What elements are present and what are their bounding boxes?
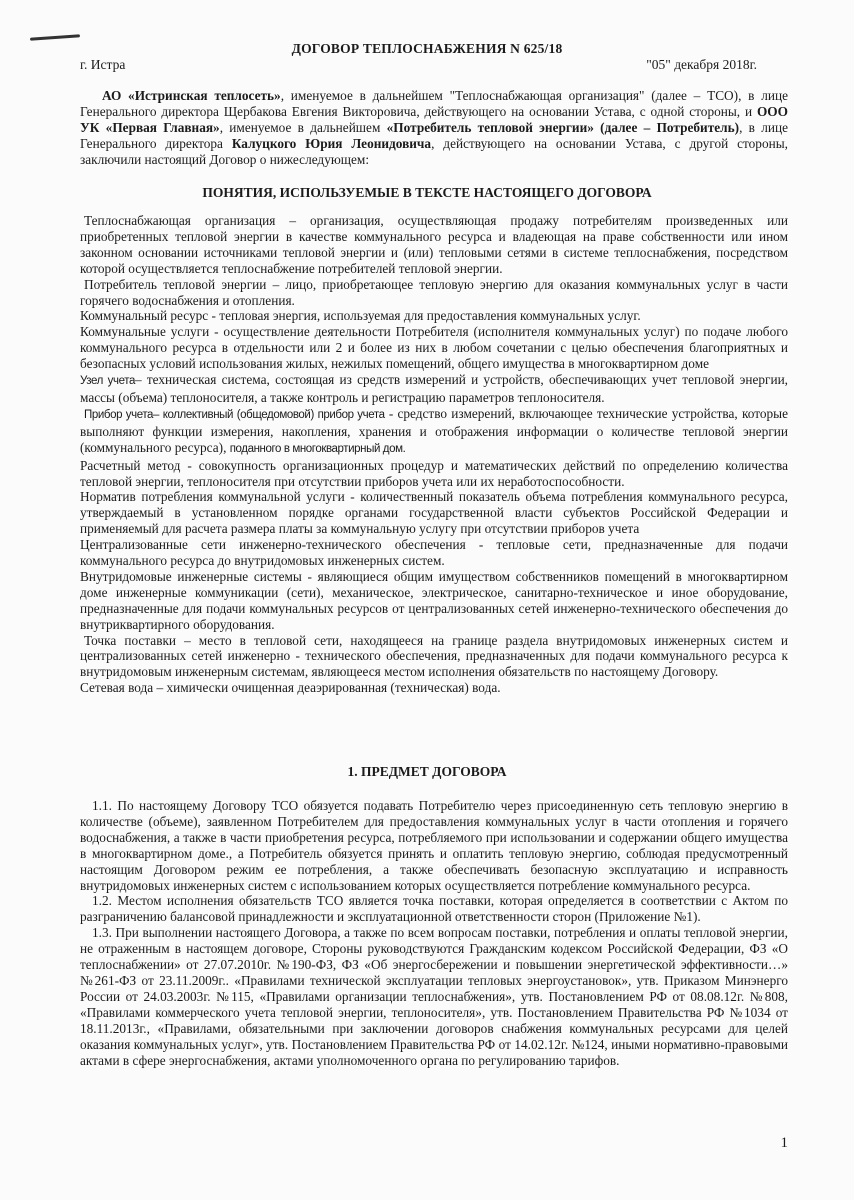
pen-mark <box>30 34 80 40</box>
definition: Централизованные сети инженерно-технического обеспечения - тепловые сети, предназначенные для подачи коммунального ресурса до внутридомовых инженерных систем. <box>80 537 788 569</box>
concepts-heading: ПОНЯТИЯ, ИСПОЛЬЗУЕМЫЕ В ТЕКСТЕ НАСТОЯЩЕГО ДОГОВОРА <box>202 185 652 200</box>
preamble-paragraph: АО «Истринская теплосеть», именуемое в дальнейшем "Теплоснабжающая организация" (далее – ТСО), в лице Генерального директора Щербакова Евгения Викторовича, действующего на основании Устава, с одной стороны, и ООО УК «Первая Главная», именуемое в дальнейшем «Потребитель тепловой энергии» (далее – Потребитель), в лице Генерального директора Калуцкого Юрия Леонидовича, действующего на основании Устава, с другой стороны, заключили настоящий Договор о нижеследующем: <box>80 88 789 167</box>
consumer-name: ООО УК «Первая Главная» <box>80 103 788 135</box>
supplier-name: АО «Истринская теплосеть» <box>102 88 281 103</box>
definition: Потребитель тепловой энергии – лицо, приобретающее тепловую энергию для оказания коммунальных услуг в части горячего водоснабжения и отопления. <box>80 276 788 308</box>
contract-date: "05" декабря 2018г. <box>646 57 757 72</box>
page-number: 1 <box>780 1135 788 1151</box>
definitions <box>80 213 788 696</box>
consumer-role: «Потребитель тепловой энергии» (далее – Потребитель) <box>386 119 740 135</box>
definition: Прибор учета– коллективный (общедомовой) прибор учета - средство измерений, включающее технические устройства, которые выполняют функции измерения, накопления, хранения и отображения информации о количестве тепловой энергии (коммунального ресурса), поданного в многоквартирный дом. <box>80 405 788 455</box>
definition: Точка поставки – место в тепловой сети, находящееся на границе раздела внутридомовых инженерных систем и централизованных сетей инженерно - технического обеспечения, предназначенных для подачи коммунального ресурса к внутридомовым инженерным системам, являющееся местом исполнения обязательств по настоящему Договору. <box>80 632 788 680</box>
definition: Коммунальный ресурс - тепловая энергия, используемая для предоставления коммунальных услуг. <box>80 308 641 324</box>
clause: 1.2. Местом исполнения обязательств ТСО является точка поставки, которая определяется в соответствии с Актом по разграничению балансовой принадлежности и эксплуатационной ответственности сторон (Приложение №1). <box>80 893 788 925</box>
contract-title: ДОГОВОР ТЕПЛОСНАБЖЕНИЯ N 625/18 <box>291 41 563 56</box>
clause: 1.3. При выполнении настоящего Договора, а также по всем вопросам поставки, потребления и оплаты тепловой энергии, не отраженным в настоящем договоре, Стороны руководствуются Гражданским кодексом Российской Федерации, ФЗ «О теплоснабжении» от 27.07.2010г. №190-ФЗ, ФЗ «Об энергосбережении и повышении энергетической эффективности…» №261-ФЗ от 23.11.2009г.. «Правилами технической эксплуатации тепловых энергоустановок», утв. Приказом Минэнерго России от 24.03.2003г. №115, «Правилами организации теплоснабжения», утв. Постановлением РФ от 08.08.12г. №808, «Правилами коммерческого учета тепловой энергии, теплоносителя», утв. Постановлением Правительства РФ №1034 от 18.11.2013г., «Правилами, обязательными при заключении договоров снабжения коммунальных ресурсами для целей оказания коммунальных услуг», утв. Постановлением Правительства РФ от 14.02.12г. №124, иными нормативно-правовыми актами в сфере энергоснабжения, актами уполномоченного органа по регулированию тарифов. <box>80 925 788 1068</box>
definition: Внутридомовые инженерные системы - являющиеся общим имуществом собственников помещений в многоквартирном доме инженерные коммуникации (сети), механическое, электрическое, санитарно-техническое и иное оборудование, предназначенные для подачи коммунальных ресурсов от централизованных сетей инженерно-технического обеспечения до внутриквартирного оборудования. <box>80 568 788 632</box>
preamble <box>80 88 788 168</box>
contract-city: г. Истра <box>80 57 126 72</box>
subject-section <box>80 798 788 1068</box>
definition: Узел учета– техническая система, состоящая из средств измерений и устройств, обеспечивающих учет тепловой энергии, массы (объема) теплоносителя, а также контроль и регистрацию параметров теплоносителя. <box>80 372 789 405</box>
definition: Норматив потребления коммунальной услуги - количественный показатель объема потребления коммунального ресурса, утверждаемый в установленном порядке органами государственной власти субъектов Российской Федерации и применяемый для расчета размера платы за коммунальную услугу при отсутствии приборов учета <box>80 489 788 537</box>
definition: Расчетный метод - совокупность организационных процедур и математических действий по определению количества тепловой энергии, теплоносителя при отсутствии приборов учета или их неработоспособности. <box>80 457 788 489</box>
definition: Коммунальные услуги - осуществление деятельности Потребителя (исполнителя коммунальных услуг) по подаче любого коммунального ресурса в отдельности или 2 и более из них в любом сочетании с целью обеспечения благоприятных и безопасных условий использования жилых, нежилых помещений, общего имущества в многоквартирном доме <box>80 324 788 372</box>
definition: Сетевая вода – химически очищенная деаэрированная (техническая) вода. <box>80 680 501 696</box>
subject-heading: 1. ПРЕДМЕТ ДОГОВОРА <box>347 764 507 779</box>
definition: Теплоснабжающая организация – организация, осуществляющая продажу потребителям произведенных или приобретенных тепловой энергии в качестве коммунального ресурса и владеющая на праве собственности или ином законном основании источниками тепловой энергии и (или) тепловыми сетями в системе теплоснабжения, посредством которой осуществляется теплоснабжение потребителей тепловой энергии. <box>80 213 788 276</box>
clause: 1.1. По настоящему Договору ТСО обязуется подавать Потребителю через присоединенную сеть тепловую энергию в количестве (объеме), заявленном Потребителем для предоставления коммунальных услуг в части отопления и горячего водоснабжения, а также в части приобретения ресурса, потребляемого при использовании и содержании общего имущества в многоквартирном доме., а Потребитель обязуется принять и оплатить тепловую энергию, соблюдая предусмотренный настоящим Договором режим ее потребления, а также обеспечивать безопасную эксплуатацию и исправность внутридомовых инженерных систем с использованием которых осуществляется потребление коммунального ресурса. <box>80 798 788 893</box>
director-name: Калуцкого Юрия Леонидовича <box>231 135 432 151</box>
